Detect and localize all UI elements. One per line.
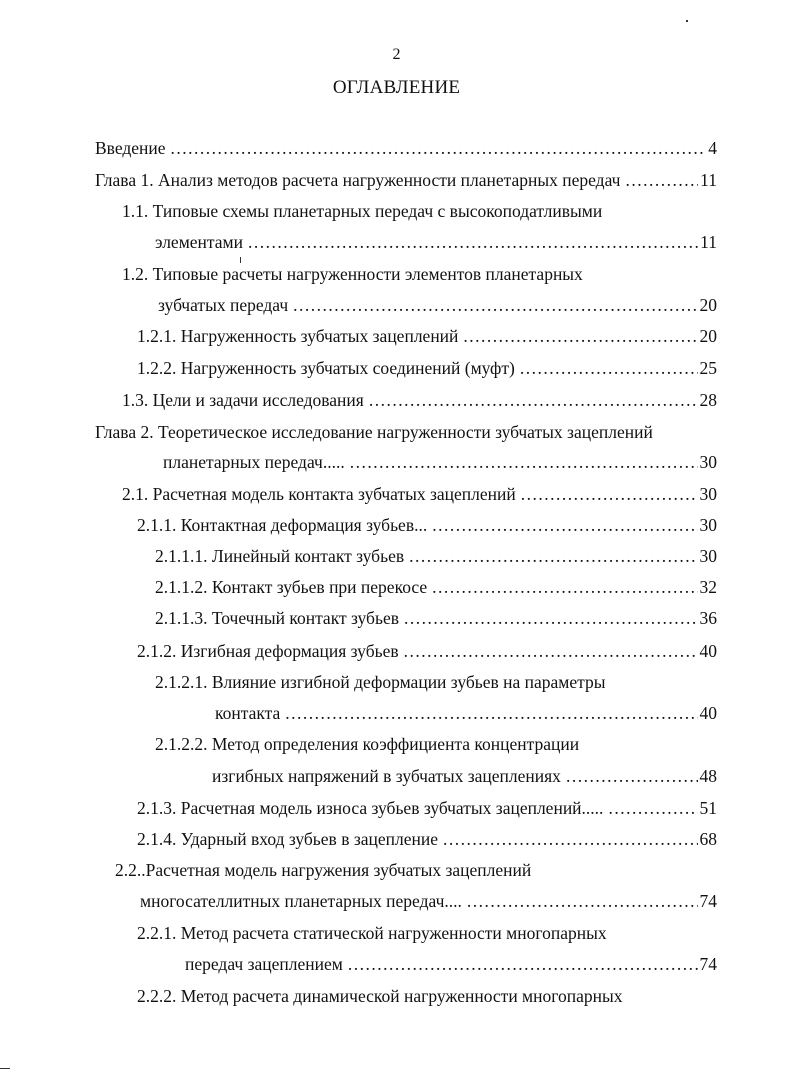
toc-entry-title: 2.1.1.1. Линейный контакт зубьев bbox=[155, 546, 405, 566]
scan-speck bbox=[240, 257, 241, 263]
toc-entry bbox=[158, 294, 717, 316]
toc-entry-title: зубчатых передач bbox=[158, 295, 289, 315]
toc-entry bbox=[140, 890, 717, 912]
dot-leader bbox=[171, 137, 707, 159]
toc-entry-title: Введение bbox=[95, 138, 166, 158]
toc-entry bbox=[185, 953, 717, 975]
toc-entry bbox=[122, 200, 602, 222]
toc-entry-page: 68 bbox=[699, 829, 717, 849]
toc-entry-page: 25 bbox=[699, 358, 717, 378]
toc-entry-title: контакта bbox=[215, 703, 281, 723]
toc-entry-page: 20 bbox=[699, 295, 717, 315]
toc-entry-page: 74 bbox=[699, 954, 717, 974]
toc-entry-title: 2.1. Расчетная модель контакта зубчатых зацеплений bbox=[122, 484, 516, 504]
toc-entry-page: 4 bbox=[708, 138, 717, 158]
toc-entry bbox=[137, 325, 717, 347]
toc-entry bbox=[115, 859, 531, 881]
toc-entry-title: 1.2.2. Нагруженность зубчатых соединений (муфт) bbox=[137, 358, 515, 378]
toc-entry-page: 32 bbox=[699, 577, 717, 597]
dot-leader bbox=[369, 389, 698, 411]
toc-entry bbox=[155, 733, 579, 755]
toc-entry-page: 28 bbox=[699, 390, 717, 410]
toc-entry-title: 1.1. Типовые схемы планетарных передач с высокоподатливыми bbox=[122, 201, 603, 221]
toc-entry-title: изгибных напряжений в зубчатых зацеплениях bbox=[212, 766, 561, 786]
toc-entry-page: 30 bbox=[699, 515, 717, 535]
page-number: 2 bbox=[392, 46, 401, 63]
toc-entry bbox=[155, 545, 717, 567]
toc-entry-title: Глава 1. Анализ методов расчета нагруженности планетарных передач bbox=[95, 170, 621, 190]
toc-entry bbox=[155, 607, 717, 629]
toc-entry bbox=[95, 169, 717, 191]
toc-entry bbox=[122, 389, 717, 411]
toc-entry bbox=[137, 828, 717, 850]
toc-entry bbox=[155, 231, 717, 253]
toc-entry-page: 36 bbox=[699, 608, 717, 628]
toc-entry-page: 30 bbox=[699, 484, 717, 504]
toc-entry bbox=[155, 576, 717, 598]
toc-entry bbox=[163, 451, 717, 473]
toc-entry bbox=[137, 797, 717, 819]
scan-speck bbox=[0, 1068, 10, 1069]
dot-leader bbox=[467, 890, 698, 912]
toc-entry-title: элементами bbox=[155, 232, 243, 252]
dot-leader bbox=[348, 953, 698, 975]
dot-leader bbox=[285, 702, 697, 724]
toc-entry-title: 2.1.1.2. Контакт зубьев при перекосе bbox=[155, 577, 428, 597]
dot-leader bbox=[566, 765, 698, 787]
toc-entry bbox=[95, 421, 653, 443]
toc-entry bbox=[215, 702, 717, 724]
dot-leader bbox=[409, 545, 697, 567]
toc-entry-title: 2.1.2. Изгибная деформация зубьев bbox=[137, 641, 399, 661]
dot-leader bbox=[608, 797, 697, 819]
toc-entry bbox=[122, 483, 717, 505]
dot-leader bbox=[625, 169, 698, 191]
toc-entry-title: 2.1.3. Расчетная модель износа зубьев зубчатых зацеплений..... bbox=[137, 798, 604, 818]
page-title: ОГЛАВЛЕНИЕ bbox=[332, 77, 461, 98]
dot-leader bbox=[248, 231, 698, 253]
toc-entry-page: 40 bbox=[699, 641, 717, 661]
toc-entry-title: 2.1.1. Контактная деформация зубьев... bbox=[137, 515, 428, 535]
toc-entry-page: 48 bbox=[699, 766, 717, 786]
toc-entry-page: 74 bbox=[699, 891, 717, 911]
toc-entry bbox=[122, 263, 583, 285]
toc-entry-title: Глава 2. Теоретическое исследование нагруженности зубчатых зацеплений bbox=[95, 422, 653, 442]
toc-entry-title: 2.1.1.3. Точечный контакт зубьев bbox=[155, 608, 399, 628]
toc-entry-title: 2.2..Расчетная модель нагружения зубчатых зацеплений bbox=[115, 860, 532, 880]
toc-entry bbox=[137, 514, 717, 536]
toc-entry-title: 2.2.2. Метод расчета динамической нагруженности многопарных bbox=[137, 986, 623, 1006]
toc-entry bbox=[95, 137, 717, 159]
toc-entry-page: 11 bbox=[700, 232, 717, 252]
toc-entry-page: 20 bbox=[699, 326, 717, 346]
dot-leader bbox=[404, 640, 698, 662]
toc-entry-title: 2.1.2.2. Метод определения коэффициента концентрации bbox=[155, 734, 580, 754]
toc-entry-title: 2.2.1. Метод расчета статической нагруженности многопарных bbox=[137, 923, 607, 943]
dot-leader bbox=[432, 514, 697, 536]
toc-entry-title: планетарных передач..... bbox=[163, 452, 345, 472]
toc-entry-page: 30 bbox=[699, 546, 717, 566]
scan-speck bbox=[686, 20, 688, 22]
dot-leader bbox=[432, 576, 697, 598]
toc-entry-title: 1.2. Типовые расчеты нагруженности элементов планетарных bbox=[122, 264, 583, 284]
toc-entry-title: многосателлитных планетарных передач.... bbox=[140, 891, 462, 911]
toc-entry bbox=[137, 985, 623, 1007]
toc-entry bbox=[155, 671, 606, 693]
toc-entry bbox=[212, 765, 717, 787]
toc-entry-page: 40 bbox=[699, 703, 717, 723]
dot-leader bbox=[404, 607, 698, 629]
dot-leader bbox=[350, 451, 698, 473]
toc-entry-title: 2.1.4. Ударный вход зубьев в зацепление bbox=[137, 829, 439, 849]
dot-leader bbox=[520, 357, 698, 379]
toc-entry-page: 51 bbox=[699, 798, 717, 818]
dot-leader bbox=[293, 294, 697, 316]
toc-entry-title: 1.3. Цели и задачи исследования bbox=[122, 390, 364, 410]
dot-leader bbox=[443, 828, 697, 850]
toc-entry-title: передач зацеплением bbox=[185, 954, 343, 974]
toc-entry bbox=[137, 922, 607, 944]
dot-leader bbox=[521, 483, 698, 505]
toc-entry bbox=[137, 357, 717, 379]
dot-leader bbox=[463, 325, 697, 347]
toc-entry-title: 1.2.1. Нагруженность зубчатых зацеплений bbox=[137, 326, 459, 346]
toc-entry-page: 11 bbox=[700, 170, 717, 190]
toc-entry bbox=[137, 640, 717, 662]
toc-entry-page: 30 bbox=[699, 452, 717, 472]
toc-entry-title: 2.1.2.1. Влияние изгибной деформации зубьев на параметры bbox=[155, 672, 606, 692]
